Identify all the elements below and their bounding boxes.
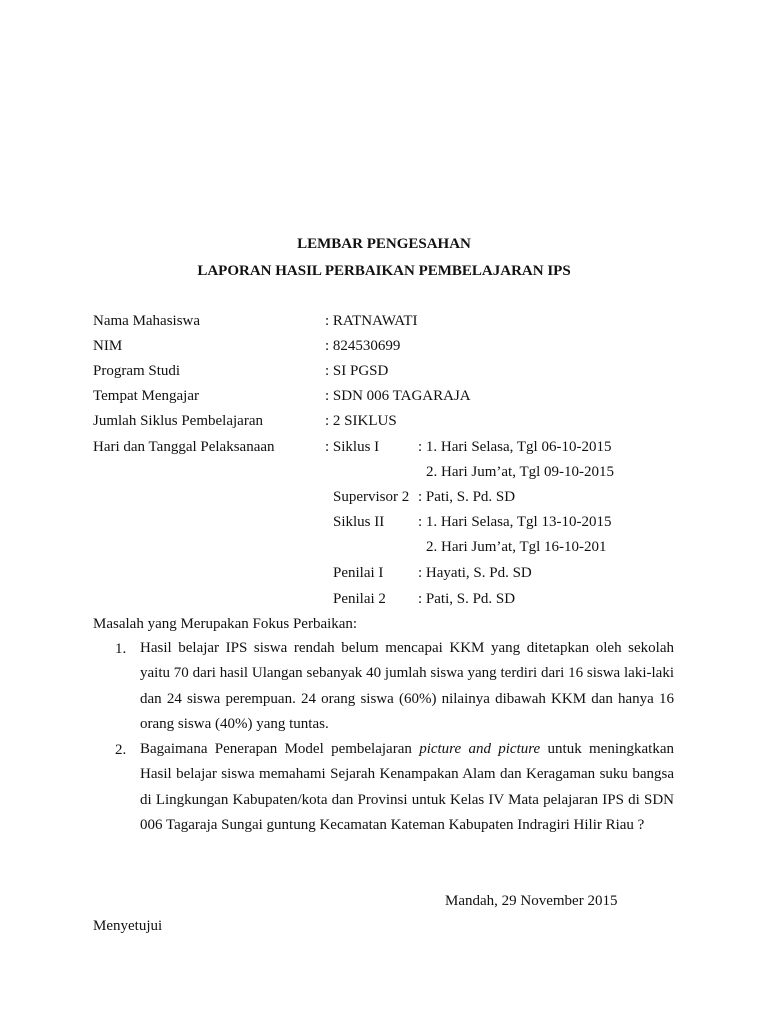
field-value-nim: : 824530699 (325, 338, 401, 354)
approval-label: Menyetujui (93, 918, 163, 934)
problem-2-model-name: picture and picture (419, 741, 541, 757)
supervisor-value: : Pati, S. Pd. SD (418, 489, 516, 505)
penilai2-label: Penilai 2 (333, 591, 386, 607)
problem-1-text: Hasil belajar IPS siswa rendah belum mencapai KKM yang ditetapkan oleh sekolah yaitu 70 dari hasil Ulangan sebanyak 40 jumlah siswa yang terdiri dari 16 siswa laki-laki dan 24 siswa perempuan. 24 orang siswa (60%) nilainya dibawah KKM dan hanya 16 orang siswa (40%) yang tuntas. (140, 640, 674, 732)
problem-2-text (140, 737, 674, 838)
siklus1-day2: 2. Hari Jum’at, Tgl 09-10-2015 (426, 464, 615, 480)
siklus2-day2: 2. Hari Jum’at, Tgl 16-10-201 (426, 539, 607, 555)
place-date: Mandah, 29 November 2015 (445, 893, 618, 909)
field-label-hari-tanggal: Hari dan Tanggal Pelaksanaan (93, 439, 275, 455)
field-value-tempat-mengajar: : SDN 006 TAGARAJA (325, 388, 471, 404)
field-label-program-studi: Program Studi (93, 363, 181, 379)
siklus1-day1: : 1. Hari Selasa, Tgl 06-10-2015 (418, 439, 612, 455)
field-value-program-studi: : SI PGSD (325, 363, 389, 379)
supervisor-label: Supervisor 2 (333, 489, 410, 505)
problem-1-number: 1. (115, 641, 127, 657)
field-label-nim: NIM (93, 338, 123, 354)
siklus2-label: Siklus II (333, 514, 385, 530)
siklus2-day1: : 1. Hari Selasa, Tgl 13-10-2015 (418, 514, 612, 530)
penilai1-label: Penilai I (333, 565, 384, 581)
problem-2-number: 2. (115, 742, 127, 758)
field-label-nama: Nama Mahasiswa (93, 313, 201, 329)
document-subtitle: LAPORAN HASIL PERBAIKAN PEMBELAJARAN IPS (197, 263, 571, 279)
problem-2-text-start: Bagaimana Penerapan Model pembelajaran (140, 741, 420, 757)
problems-heading: Masalah yang Merupakan Fokus Perbaikan: (93, 616, 358, 632)
field-value-jumlah-siklus: : 2 SIKLUS (325, 413, 397, 429)
field-value-siklus1-label: : Siklus I (325, 439, 380, 455)
penilai2-value: : Pati, S. Pd. SD (418, 591, 516, 607)
field-value-nama: : RATNAWATI (325, 313, 418, 329)
problem-2-text-end: untuk meningkatkan Hasil belajar siswa memahami Sejarah Kenampakan Alam dan Keragaman suku bangsa di Lingkungan Kabupaten/kota dan Provinsi untuk Kelas IV Mata pelajaran IPS di SDN 006 Tagaraja Sungai guntung Kecamatan Kateman Kabupaten Indragiri Hilir Riau ? (140, 741, 674, 833)
penilai1-value: : Hayati, S. Pd. SD (418, 565, 532, 581)
field-label-tempat-mengajar: Tempat Mengajar (93, 388, 199, 404)
field-label-jumlah-siklus: Jumlah Siklus Pembelajaran (93, 413, 263, 429)
document-title: LEMBAR PENGESAHAN (297, 236, 471, 252)
